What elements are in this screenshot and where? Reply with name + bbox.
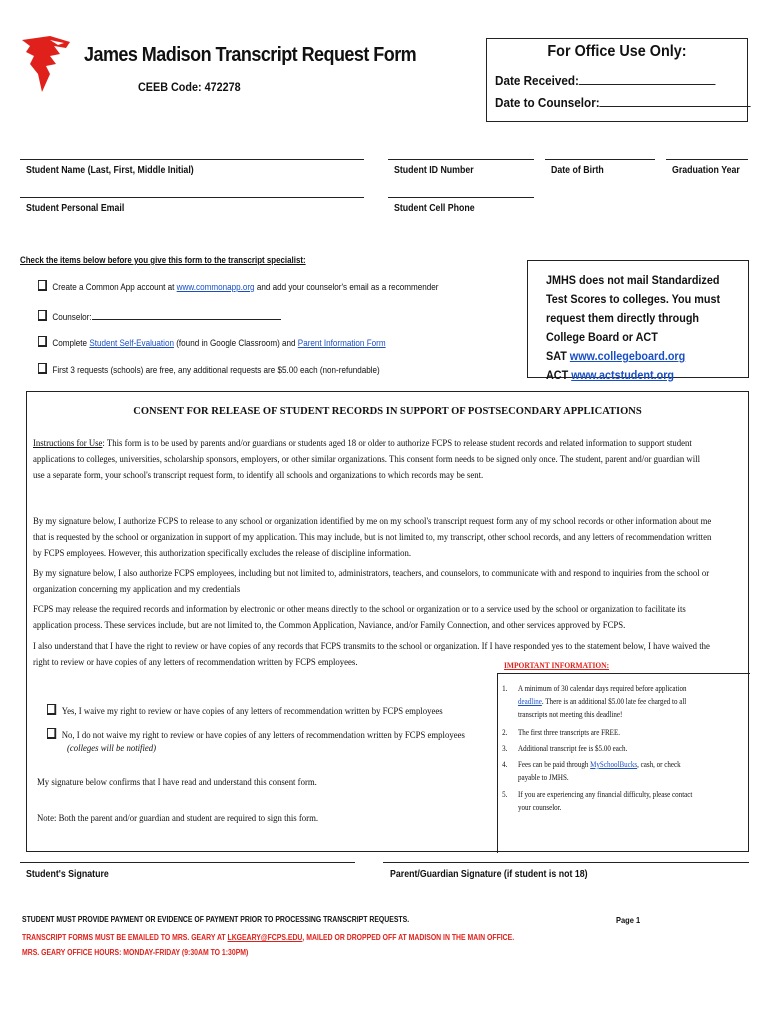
important-info-title: IMPORTANT INFORMATION: (504, 660, 610, 670)
consent-title: CONSENT FOR RELEASE OF STUDENT RECORDS IN SUPPORT OF POSTSECONDARY APPLICATIONS (133, 406, 642, 417)
waive-yes-option (47, 704, 443, 717)
student-name-input[interactable] (20, 159, 364, 160)
parent-info-form-link[interactable]: Parent Information Form (297, 338, 386, 348)
checkbox[interactable] (38, 280, 47, 291)
falcon-logo-icon (20, 34, 76, 94)
item-text: Complete (52, 338, 90, 348)
student-id-input[interactable] (388, 159, 534, 160)
self-evaluation-link[interactable]: Student Self-Evaluation (89, 338, 174, 348)
date-received-label: Date Received: (495, 73, 579, 88)
info-text: Fees can be paid through (518, 760, 591, 769)
act-label: ACT (546, 368, 572, 382)
dob-label: Date of Birth (551, 165, 604, 176)
myschoolbucks-link[interactable]: MySchoolBucks (590, 760, 638, 769)
collegeboard-link[interactable]: www.collegeboard.org (569, 349, 686, 363)
notice-text: , MAILED OR DROPPED OFF AT MADISON IN THE MAIN OFFICE. (302, 933, 515, 942)
item-text: First 3 requests (schools) are free, any additional requests are $5.00 each (non-refundable) (52, 365, 380, 375)
deadline-link[interactable]: deadline (518, 697, 542, 706)
item-text: (found in Google Classroom) and (173, 338, 298, 348)
checkbox[interactable] (47, 728, 56, 739)
consent-paragraph-1: By my signature below, I authorize FCPS to release to any school or organization identified by me on my school's transcript request form any of my school records or other information about me that is requested by the school or organization in support of my application. This may include, but is not limited to, my transcript, other school records, and any letters of recommendation written by FCPS employees. However, this authorization specifically excludes the release of discipline information. (33, 517, 712, 559)
sat-label: SAT (546, 349, 570, 363)
email-notice (22, 933, 514, 942)
waive-no-option (47, 728, 465, 741)
signature-confirm-text: My signature below confirms that I have read and understand this consent form. (37, 778, 317, 788)
important-info-box (497, 660, 750, 853)
info-text: If you are experiencing any financial difficulty, please contact your counselor. (518, 790, 693, 812)
colleges-notified-note: (colleges will be notified) (67, 744, 157, 754)
option-text: Yes, I waive my right to review or have copies of any letters of recommendation written by FCPS employees (61, 707, 443, 717)
date-to-counselor-label: Date to Counselor: (495, 95, 600, 110)
checkbox[interactable] (47, 704, 56, 715)
checklist-item-counselor (38, 310, 281, 322)
info-text: , cash, or check payable to JMHS. (518, 760, 681, 782)
consent-paragraph-3: FCPS may release the required records and information by electronic or other means directly to the school or organization or to a service used by the school or organization to facilitate its application process. These services include, but are not limited to, the Common Application, Naviance, and/or Family Connection, and other services approved by FCPS. (33, 605, 686, 631)
date-received-field[interactable] (495, 73, 716, 88)
checklist-item-fees (38, 363, 380, 375)
checkbox[interactable] (38, 310, 47, 321)
info-text: . There is an additional $5.00 late fee charged to all transcripts not meeting this deadline! (518, 697, 687, 719)
both-sign-note: Note: Both the parent and/or guardian and student are required to sign this form. (37, 814, 319, 824)
info-item-3 (502, 742, 703, 755)
info-text: A minimum of 30 calendar days required before application (518, 684, 687, 693)
info-number: 2. (502, 728, 508, 737)
info-text: The first three transcripts are FREE. (518, 728, 621, 737)
email-label: Student Personal Email (26, 203, 125, 214)
checklist-item-commonapp (38, 280, 438, 292)
student-signature-input[interactable] (20, 862, 355, 863)
checklist-item-self-eval (38, 336, 386, 348)
instructions-text: : This form is to be used by parents and/or guardians or students aged 18 or older to authorize FCPS to release student records and related information to support student applications to colleges, universities, scholarship sponsors, employers, or other similar organizations. This consent form needs to be signed only once. The student, parent and/or guardian will use a separate form, your school's transcript request form, to identify all schools and organizations to which records may be sent. (33, 439, 701, 481)
commonapp-link[interactable]: www.commonapp.org (176, 282, 255, 292)
grad-year-label: Graduation Year (672, 165, 740, 176)
test-scores-text (546, 271, 726, 385)
item-text: Counselor: (52, 312, 92, 322)
office-use-box (486, 38, 748, 122)
info-number: 4. (502, 760, 508, 769)
item-text: Create a Common App account at (52, 282, 177, 292)
notice-text: JMHS does not mail Standardized Test Scores to colleges. You must request them directly through College Board or ACT (546, 273, 721, 344)
parent-signature-label: Parent/Guardian Signature (if student is not 18) (390, 869, 588, 880)
consent-section (26, 391, 749, 852)
info-item-4 (502, 758, 703, 784)
grad-year-input[interactable] (666, 159, 748, 160)
test-scores-notice (527, 260, 749, 382)
student-signature-label: Student's Signature (26, 869, 109, 880)
payment-notice: STUDENT MUST PROVIDE PAYMENT OR EVIDENCE OF PAYMENT PRIOR TO PROCESSING TRANSCRIPT REQUESTS. (22, 915, 410, 924)
checkbox[interactable] (38, 363, 47, 374)
page-number: Page 1 (616, 915, 641, 925)
student-name-label: Student Name (Last, First, Middle Initial) (26, 165, 194, 176)
email-input[interactable] (20, 197, 364, 198)
info-item-2 (502, 726, 703, 739)
info-number: 5. (502, 790, 508, 799)
parent-signature-input[interactable] (383, 862, 749, 863)
instructions-label: Instructions for Use (33, 439, 103, 449)
dob-input[interactable] (545, 159, 655, 160)
email-link[interactable]: LKGEARY@FCPS.EDU (227, 933, 303, 942)
cell-label: Student Cell Phone (394, 203, 475, 214)
info-text: Additional transcript fee is $5.00 each. (518, 744, 628, 753)
office-hours: MRS. GEARY OFFICE HOURS: MONDAY-FRIDAY (9:30AM TO 1:30PM) (22, 948, 249, 957)
info-number: 3. (502, 744, 508, 753)
date-to-counselor-field[interactable] (495, 95, 751, 110)
instructions-paragraph (33, 436, 714, 484)
office-use-title: For Office Use Only: (547, 43, 687, 60)
item-text: and add your counselor's email as a recommender (254, 282, 439, 292)
info-item-1 (502, 682, 703, 721)
ceeb-code: CEEB Code: 472278 (138, 80, 241, 94)
cell-input[interactable] (388, 197, 534, 198)
counselor-input[interactable] (92, 311, 281, 320)
checklist-heading: Check the items below before you give this form to the transcript specialist: (20, 255, 306, 265)
consent-paragraph-4: I also understand that I have the right to review or have copies of any records that FCPS transmits to the school or organization. If I have responded yes to the statement below, I have waived the right to review or have copies of any letters of recommendation written by FCPS employees. (33, 642, 710, 668)
student-id-label: Student ID Number (394, 165, 474, 176)
consent-paragraph-2: By my signature below, I also authorize FCPS employees, including but not limited to, administrators, teachers, and counselors, to communicate with and respond to inquiries from the school or organization concerning my application and my credentials (33, 569, 710, 595)
checkbox[interactable] (38, 336, 47, 347)
info-number: 1. (502, 684, 508, 693)
option-text: No, I do not waive my right to review or have copies of any letters of recommendation written by FCPS employees (61, 731, 465, 741)
actstudent-link[interactable]: www.actstudent.org (571, 368, 675, 382)
info-item-5 (502, 788, 703, 814)
page-title: James Madison Transcript Request Form (84, 44, 417, 66)
notice-text: TRANSCRIPT FORMS MUST BE EMAILED TO MRS. GEARY AT (22, 933, 228, 942)
